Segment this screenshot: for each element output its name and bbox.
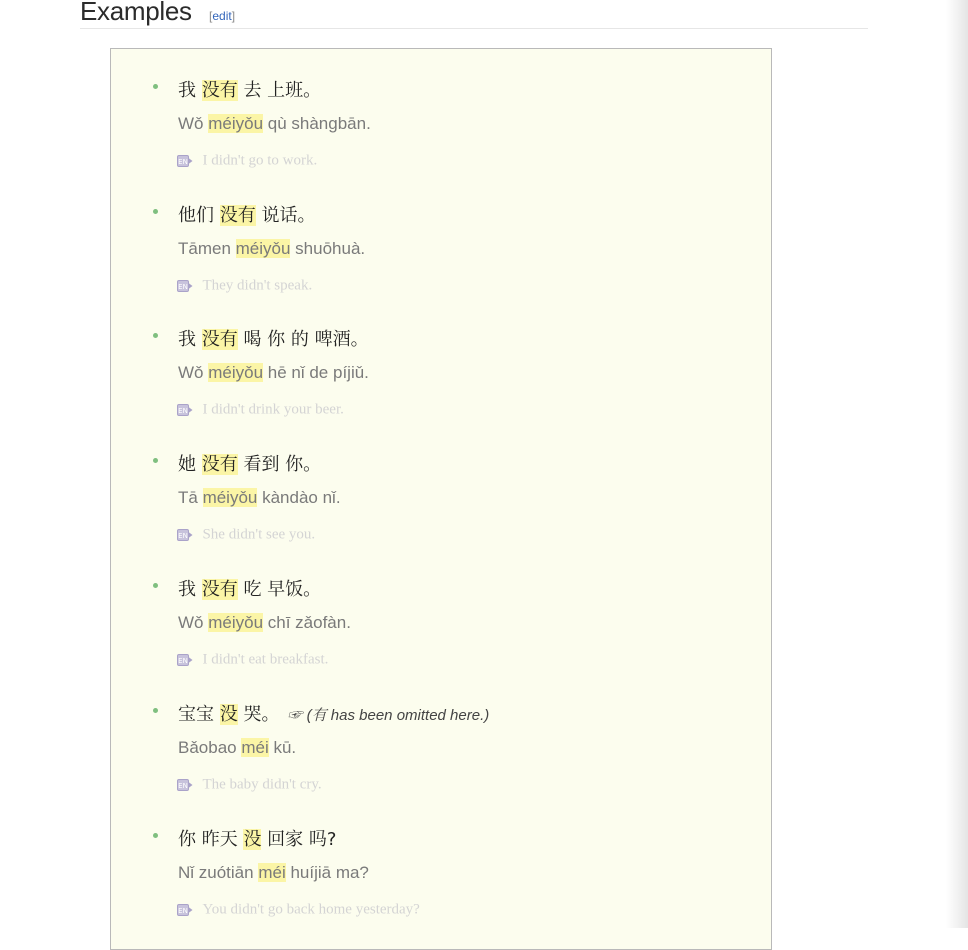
chinese-sentence: 宝宝 没 哭。 ☞ (有 has been omitted here.)	[178, 704, 490, 725]
section-header	[80, 0, 868, 29]
pinyin-sentence: Wǒ méiyǒu hē nǐ de píjiǔ.	[178, 363, 369, 382]
highlighted-grammar: 没有	[219, 205, 256, 226]
svg-text:EN: EN	[178, 906, 188, 915]
highlighted-grammar: 没有	[201, 329, 238, 350]
pinyin-sentence: Wǒ méiyǒu chī zǎofàn.	[178, 613, 351, 632]
svg-text:EN: EN	[178, 656, 188, 665]
highlighted-pinyin: méiyǒu	[235, 239, 291, 258]
highlighted-pinyin: méiyǒu	[208, 363, 264, 382]
bullet-icon	[153, 583, 158, 588]
translation-row	[177, 526, 315, 544]
english-translation: The baby didn't cry.	[202, 776, 322, 793]
english-translation-icon	[177, 279, 193, 293]
english-translation: You didn't go back home yesterday?	[202, 901, 420, 918]
pinyin-sentence: Nǐ zuótiān méi huíjiā ma?	[178, 863, 369, 882]
bullet-icon	[153, 833, 158, 838]
english-translation-icon	[177, 528, 193, 542]
chinese-sentence: 他们 没有 说话。	[178, 205, 316, 226]
english-translation-icon	[177, 903, 193, 917]
chinese-sentence: 你 昨天 没 回家 吗?	[178, 829, 337, 850]
highlighted-grammar: 没有	[201, 454, 238, 475]
window-edge-shadow	[946, 0, 968, 928]
chinese-sentence: 我 没有 吃 早饭。	[178, 579, 322, 600]
translation-row	[177, 401, 344, 419]
svg-text:EN: EN	[178, 781, 188, 790]
example-item	[111, 443, 771, 553]
english-translation-icon	[177, 653, 193, 667]
bullet-icon	[153, 458, 158, 463]
translation-row	[177, 651, 328, 669]
example-item	[111, 69, 771, 179]
highlighted-pinyin: méiyǒu	[208, 613, 264, 632]
bullet-icon	[153, 708, 158, 713]
svg-text:EN: EN	[178, 282, 188, 291]
example-item	[111, 818, 771, 928]
svg-text:EN: EN	[178, 531, 188, 540]
pinyin-sentence: Tā méiyǒu kàndào nǐ.	[178, 488, 341, 507]
pinyin-sentence: Wǒ méiyǒu qù shàngbān.	[178, 114, 371, 133]
example-item	[111, 693, 771, 803]
english-translation: I didn't drink your beer.	[202, 401, 344, 418]
usage-note: ☞ (有 has been omitted here.)	[287, 707, 490, 724]
svg-text:EN: EN	[178, 157, 188, 166]
chinese-sentence: 我 没有 去 上班。	[178, 80, 322, 101]
english-translation: I didn't go to work.	[202, 152, 318, 169]
highlighted-pinyin: méi	[241, 738, 269, 757]
highlighted-pinyin: méi	[258, 863, 286, 882]
highlighted-pinyin: méiyǒu	[208, 114, 264, 133]
translation-row	[177, 152, 317, 170]
bullet-icon	[153, 209, 158, 214]
examples-box	[110, 48, 772, 950]
example-item	[111, 194, 771, 304]
chinese-sentence: 我 没有 喝 你 的 啤酒。	[178, 329, 369, 350]
highlighted-grammar: 没	[219, 704, 238, 725]
english-translation: She didn't see you.	[202, 526, 316, 543]
highlighted-grammar: 没有	[201, 579, 238, 600]
edit-link[interactable]: edit	[212, 9, 232, 23]
english-translation: I didn't eat breakfast.	[202, 651, 329, 668]
example-item	[111, 318, 771, 428]
pinyin-sentence: Tāmen méiyǒu shuōhuà.	[178, 239, 366, 258]
english-translation-icon	[177, 154, 193, 168]
chinese-sentence: 她 没有 看到 你。	[178, 454, 322, 475]
english-translation: They didn't speak.	[202, 277, 313, 294]
edit-link-wrapper: [edit]	[209, 9, 236, 23]
example-item	[111, 568, 771, 678]
english-translation-icon	[177, 778, 193, 792]
pinyin-sentence: Bǎobao méi kū.	[178, 738, 297, 757]
translation-row	[177, 776, 322, 794]
highlighted-grammar: 没	[243, 829, 262, 850]
english-translation-icon	[177, 403, 193, 417]
section-title: Examples	[80, 0, 192, 26]
translation-row	[177, 277, 312, 295]
translation-row	[177, 901, 420, 919]
highlighted-grammar: 没有	[201, 80, 238, 101]
bullet-icon	[153, 333, 158, 338]
bullet-icon	[153, 84, 158, 89]
svg-text:EN: EN	[178, 406, 188, 415]
highlighted-pinyin: méiyǒu	[202, 488, 258, 507]
